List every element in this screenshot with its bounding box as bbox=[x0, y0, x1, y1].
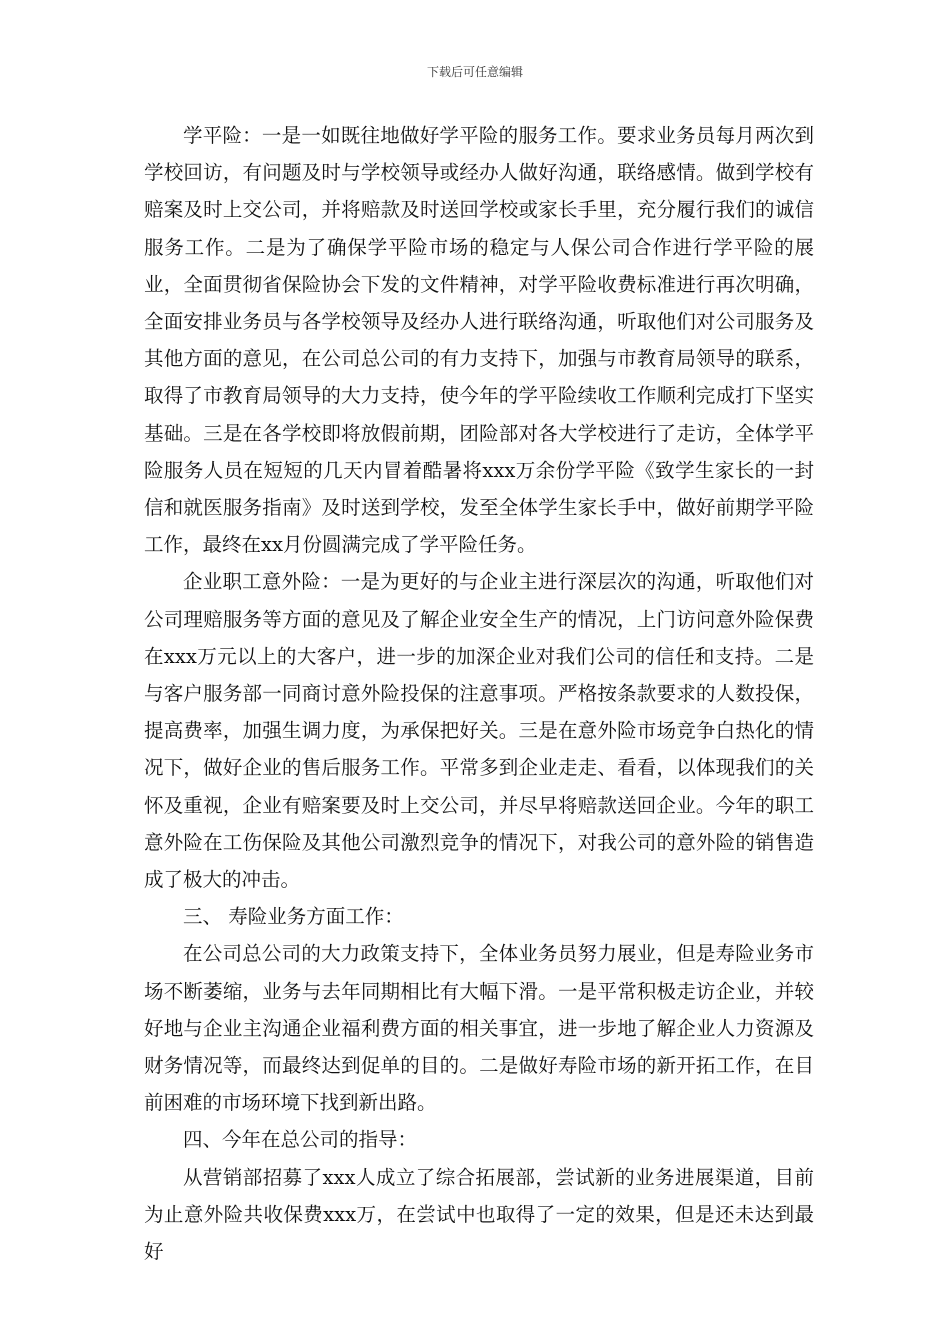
document-body bbox=[144, 117, 814, 1270]
paragraph-marketing-expansion: 从营销部招募了xxx人成立了综合拓展部，尝试新的业务进展渠道，目前为止意外险共收保费xxx万，在尝试中也取得了一定的效果，但是还未达到最好 bbox=[144, 1165, 814, 1264]
paragraph-life-insurance: 在公司总公司的大力政策支持下，全体业务员努力展业，但是寿险业务市场不断萎缩，业务与去年同期相比有大幅下滑。一是平常积极走访企业，并较好地与企业主沟通企业福利费方面的相关事宜，进一步地了解企业人力资源及财务情况等，而最终达到促单的目的。二是做好寿险市场的新开拓工作，在目前困难的市场环境下找到新出路。 bbox=[144, 942, 814, 1115]
section-heading-guidance: 四、今年在总公司的指导： bbox=[183, 1128, 418, 1152]
paragraph-student-insurance: 学平险：一是一如既往地做好学平险的服务工作。要求业务员每月两次到学校回访，有问题及时与学校领导或经办人做好沟通，联络感情。做到学校有赔案及时上交公司，并将赔款及时送回学校或家长手里，充分履行我们的诚信服务工作。二是为了确保学平险市场的稳定与人保公司合作进行学平险的展业，全面贯彻省保险协会下发的文件精神，对学平险收费标准进行再次明确，全面安排业务员与各学校领导及经办人进行联络沟通，听取他们对公司服务及其他方面的意见，在公司总公司的有力支持下，加强与市教育局领导的联系，取得了市教育局领导的大力支持，使今年的学平险续收工作顺利完成打下坚实基础。三是在各学校即将放假前期，团险部对各大学校进行了走访，全体学平险服务人员在短短的几天内冒着酷暑将xxx万余份学平险《致学生家长的一封信和就医服务指南》及时送到学校，发至全体学生家长手中，做好前期学平险工作，最终在xx月份圆满完成了学平险任务。 bbox=[144, 124, 814, 557]
page-header: 下载后可任意编辑 bbox=[426, 65, 523, 79]
paragraph-employee-accident-insurance: 企业职工意外险：一是为更好的与企业主进行深层次的沟通，听取他们对公司理赔服务等方面的意见及了解企业安全生产的情况，上门访问意外险保费在xxx万元以上的大客户，进一步的加深企业对我们公司的信任和支持。二是与客户服务部一同商讨意外险投保的注意事项。严格按条款要求的人数投保，提高费率，加强生调力度，为承保把好关。三是在意外险市场竞争白热化的情况下，做好企业的售后服务工作。平常多到企业走走、看看，以体现我们的关怀及重视，企业有赔案要及时上交公司，并尽早将赔款送回企业。今年的职工意外险在工伤保险及其他公司激烈竞争的情况下，对我公司的意外险的销售造成了极大的冲击。 bbox=[144, 570, 814, 892]
section-heading-life-insurance: 三、 寿险业务方面工作： bbox=[183, 905, 404, 929]
